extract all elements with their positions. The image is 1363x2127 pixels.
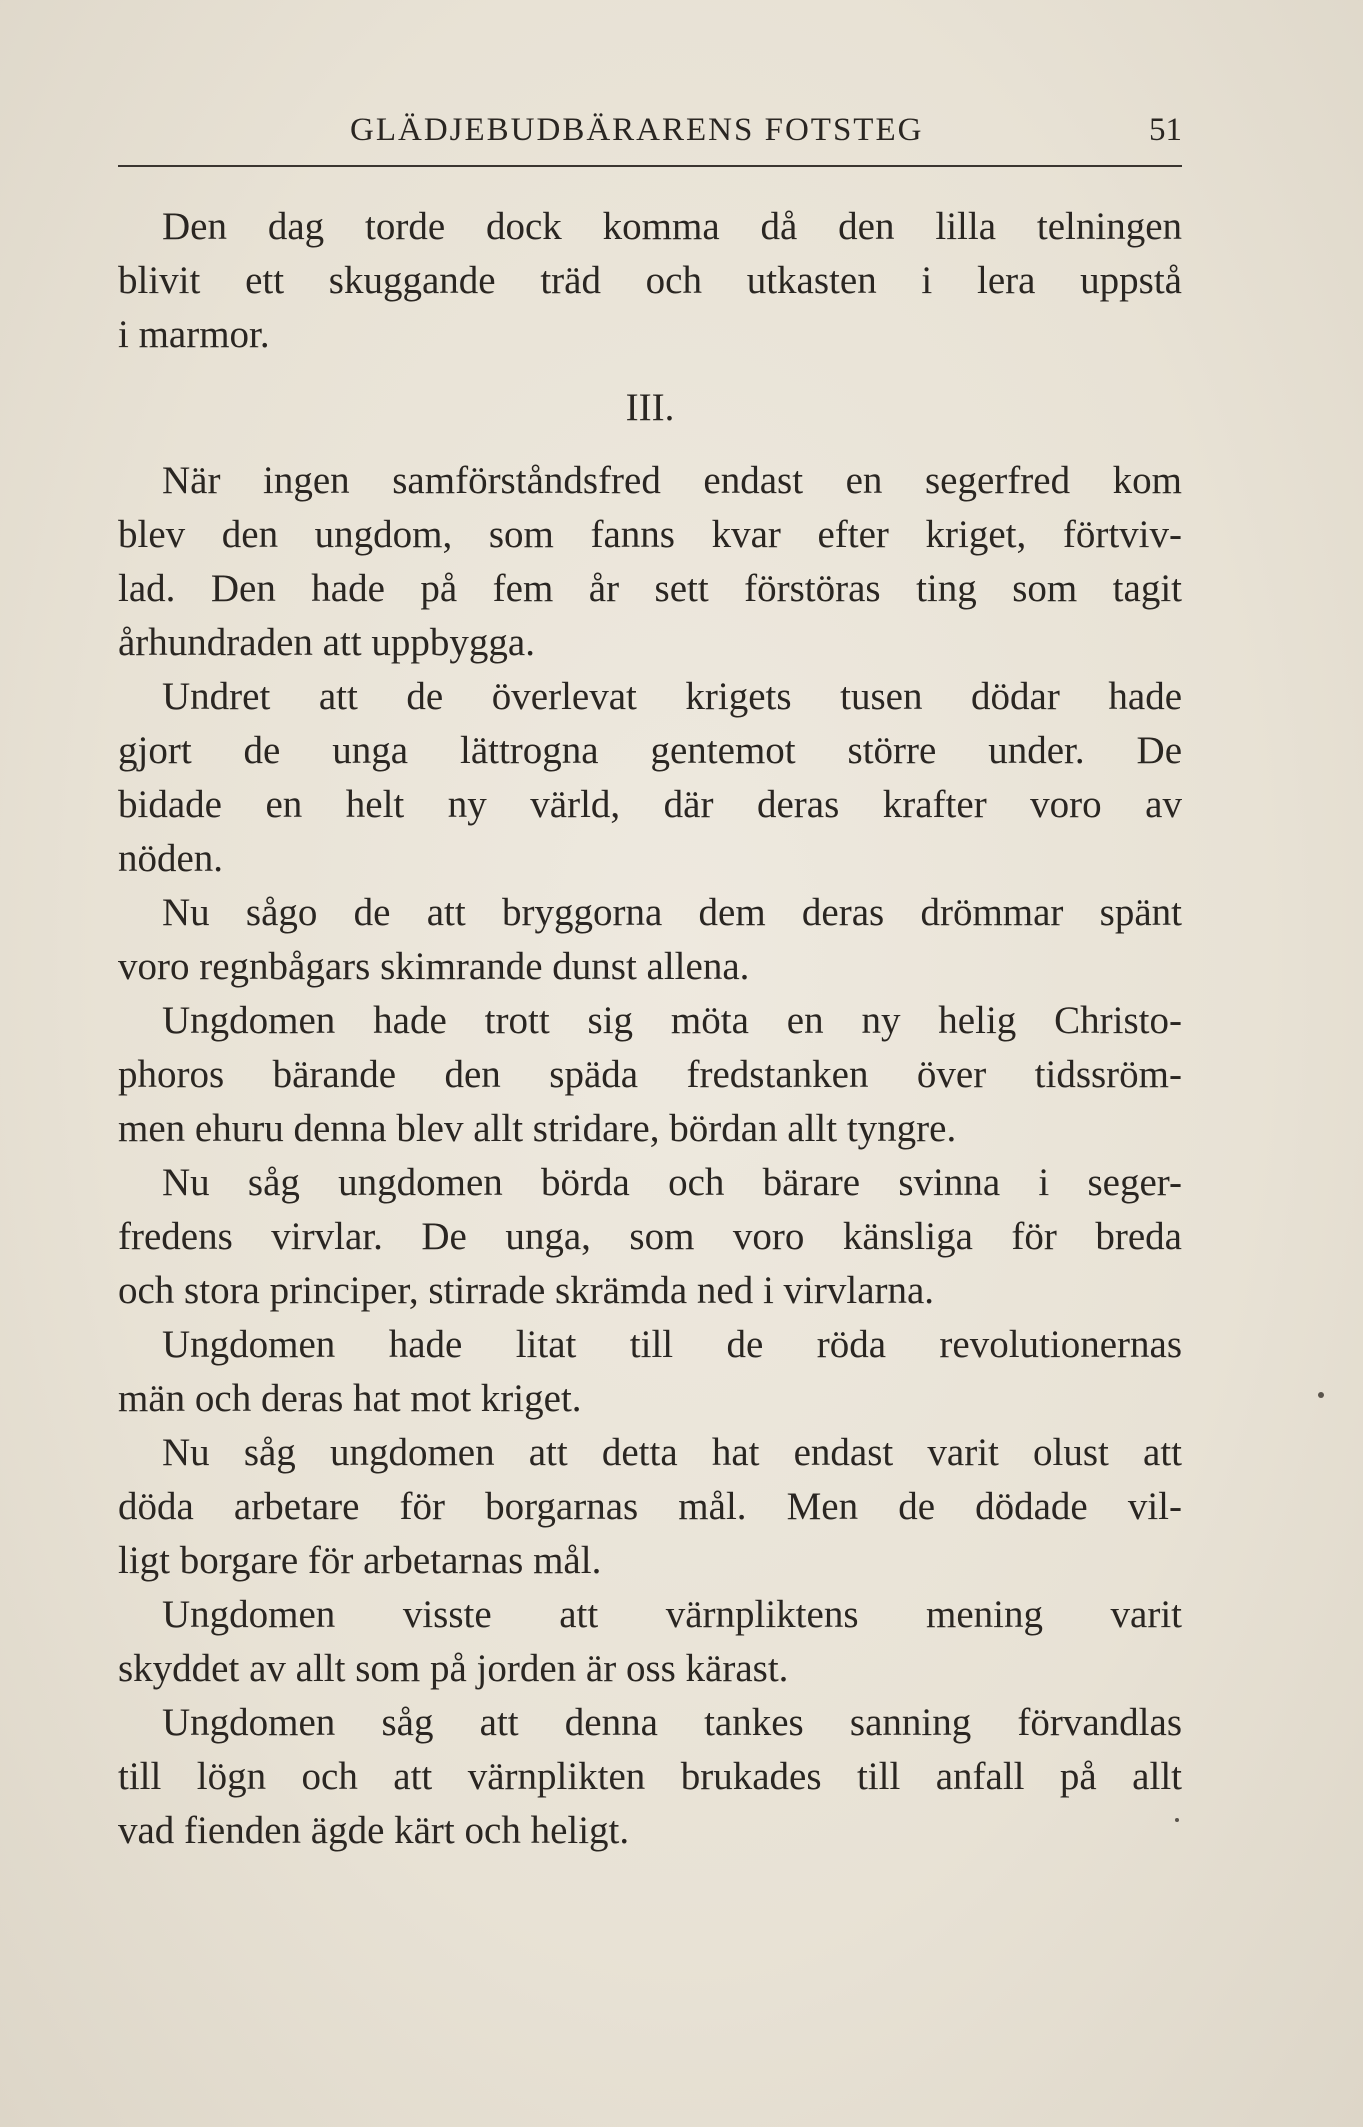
text-line: fredens virvlar. De unga, som voro känsliga för breda	[118, 1215, 1182, 1258]
text-line: men ehuru denna blev allt stridare, bördan allt tyngre.	[118, 1107, 957, 1150]
text-line: voro regnbågars skimrande dunst allena.	[118, 945, 750, 988]
text-line: skyddet av allt som på jorden är oss kärast.	[118, 1647, 789, 1690]
text-line: bidade en helt ny värld, där deras krafter voro av	[118, 783, 1182, 826]
paragraph	[118, 994, 1182, 1156]
paragraph	[118, 200, 1182, 362]
body-text	[118, 200, 1182, 1858]
paragraph	[118, 1588, 1182, 1696]
text-line: Ungdomen hade trott sig möta en ny helig Christo-	[162, 999, 1182, 1042]
text-line: Den dag torde dock komma då den lilla telningen	[162, 205, 1182, 248]
text-line: blivit ett skuggande träd och utkasten i lera uppstå	[118, 259, 1182, 302]
paragraph	[118, 454, 1182, 670]
paragraph	[118, 886, 1182, 994]
text-line: Ungdomen hade litat till de röda revolutionernas	[162, 1323, 1182, 1366]
text-line: döda arbetare för borgarnas mål. Men de dödade vil-	[118, 1485, 1182, 1528]
paragraph	[118, 1318, 1182, 1426]
text-line: män och deras hat mot kriget.	[118, 1377, 582, 1420]
text-line: Nu såg ungdomen börda och bärare svinna i seger-	[162, 1161, 1182, 1204]
text-line: Nu sågo de att bryggorna dem deras drömmar spänt	[162, 891, 1182, 934]
text-line: Nu såg ungdomen att detta hat endast varit olust att	[162, 1431, 1182, 1474]
text-line: nöden.	[118, 837, 224, 880]
text-line: i marmor.	[118, 313, 270, 356]
text-line: Undret att de överlevat krigets tusen dödar hade	[162, 675, 1182, 718]
text-line: lad. Den hade på fem år sett förstöras ting som tagit	[118, 567, 1182, 610]
text-line: gjort de unga lättrogna gentemot större under. De	[118, 729, 1182, 772]
running-head	[118, 108, 1182, 152]
text-line: ligt borgare för arbetarnas mål.	[118, 1539, 602, 1582]
text-line: till lögn och att värnplikten brukades till anfall på allt	[118, 1755, 1182, 1798]
running-title: GLÄDJEBUDBÄRARENS FOTSTEG	[350, 112, 924, 148]
page-number: 51	[1149, 112, 1182, 148]
section-heading: III.	[625, 386, 675, 429]
text-line: Ungdomen visste att värnpliktens mening varit	[162, 1593, 1182, 1636]
paragraph	[118, 1696, 1182, 1858]
paper-speck	[1175, 1818, 1179, 1822]
paper-speck	[1318, 1392, 1324, 1398]
text-line: århundraden att uppbygga.	[118, 621, 535, 664]
paragraph	[118, 1426, 1182, 1588]
text-line: Ungdomen såg att denna tankes sanning förvandlas	[162, 1701, 1182, 1744]
paragraph	[118, 670, 1182, 886]
text-line: vad fienden ägde kärt och heligt.	[118, 1809, 630, 1852]
paragraph	[118, 1156, 1182, 1318]
text-line: och stora principer, stirrade skrämda ned i virvlarna.	[118, 1269, 935, 1312]
text-line: phoros bärande den späda fredstanken över tidssröm-	[118, 1053, 1182, 1096]
header-rule	[118, 165, 1182, 167]
text-line: När ingen samförståndsfred endast en segerfred kom	[162, 459, 1182, 502]
text-line: blev den ungdom, som fanns kvar efter kriget, förtviv-	[118, 513, 1182, 556]
